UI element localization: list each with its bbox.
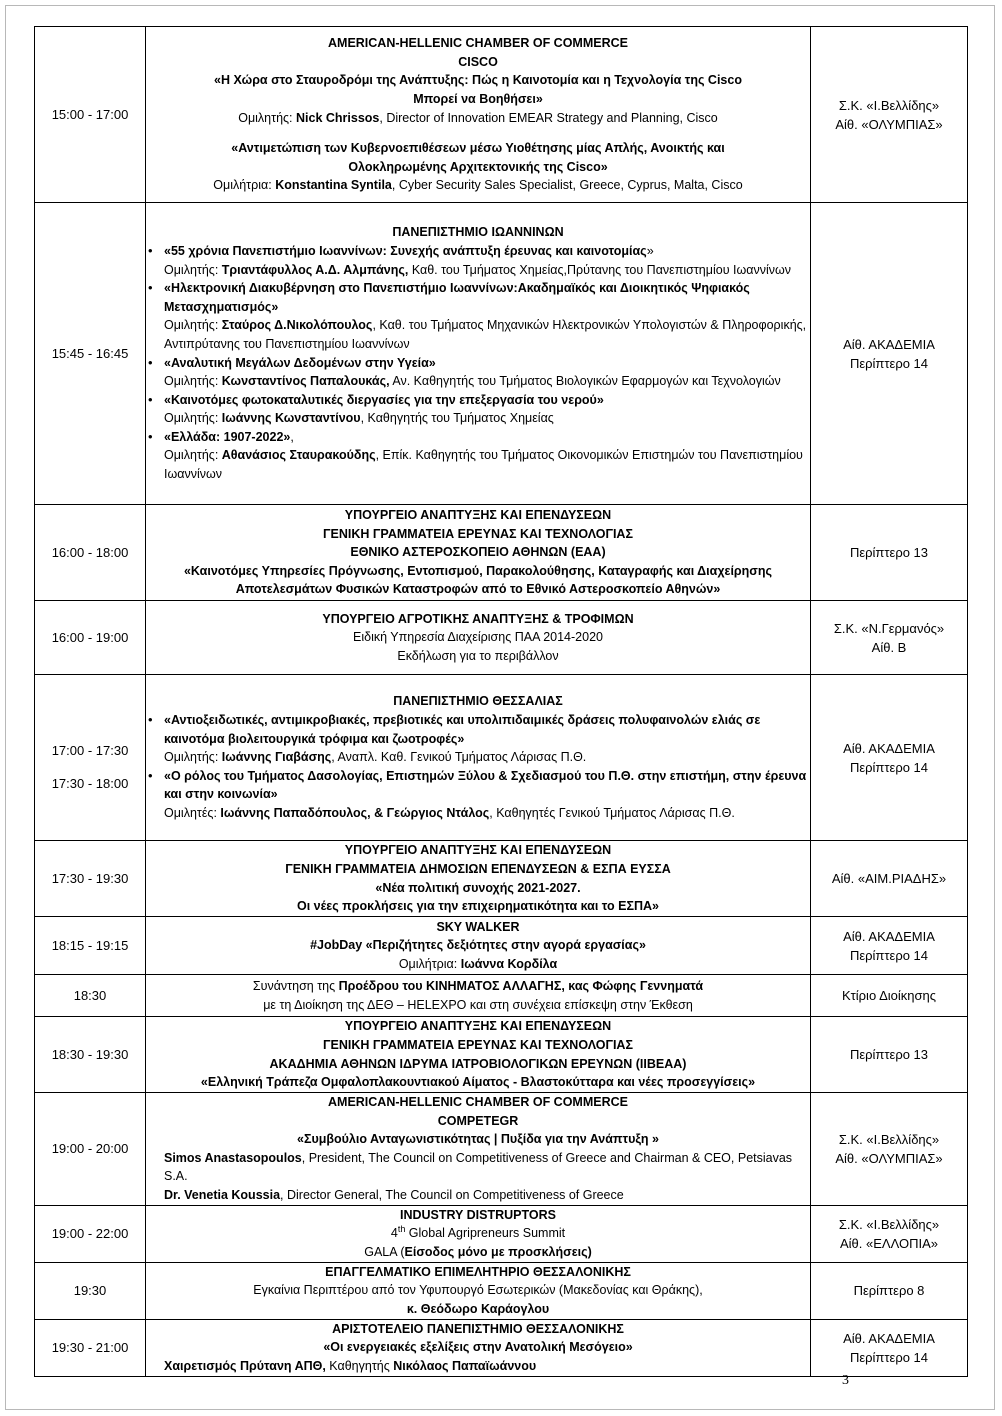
list-item: • «55 χρόνια Πανεπιστήμιο Ιωαννίνων: Συνεχής ανάπτυξη έρευνας και καινοτομίας» Ομιλητής: Τριαντάφυλλος Α.Δ. Αλμπάνης, Καθ. του Τμήματος Χημείας,Πρύτανης του Πανεπιστημίου Ιωαννίνων [160, 242, 810, 279]
time-cell: 19:30 [35, 1262, 146, 1319]
event-cell [146, 601, 811, 675]
speaker: Ομιλήτρια: Konstantina Syntila, Cyber Security Sales Specialist, Greece, Cyprus, Malta, Cisco [213, 178, 743, 193]
venue-cell: Κτίριο Διοίκησης [811, 975, 968, 1017]
venue-cell: Σ.Κ. «Ι.Βελλίδης» Αίθ. «ΟΛΥΜΠΙΑΣ» [811, 27, 968, 203]
event-line: Εγκαίνια Περιπτέρου από τον Υφυπουργό Εσωτερικών (Μακεδονίας και Θράκης), [253, 1283, 703, 1298]
event-line: Εκδήλωση για το περιβάλλον [397, 648, 559, 663]
event-cell [146, 27, 811, 203]
page-number: 3 [842, 1373, 849, 1388]
event-cell [146, 1262, 811, 1319]
organizer: CISCO [458, 54, 498, 69]
time-cell: 16:00 - 19:00 [35, 601, 146, 675]
list-item: • «Ελλάδα: 1907-2022», Ομιλητής: Αθανάσιος Σταυρακούδης, Επίκ. Καθηγητής του Τμήματος Οικονομικών Επιστημών του Πανεπιστημίου Ιωαννίνων [160, 428, 810, 484]
table-row [35, 675, 968, 841]
table-row [35, 27, 968, 203]
organizer: ΑΚΑΔΗΜΙΑ ΑΘΗΝΩΝ ΙΔΡΥΜΑ ΙΑΤΡΟΒΙΟΛΟΓΙΚΩΝ ΕΡΕΥΝΩΝ (ΙΙΒΕΑΑ) [269, 1056, 687, 1071]
event-title: «Η Χώρα στο Σταυροδρόμι της Ανάπτυξης: Πώς η Καινοτομία και η Τεχνολογία της Cisco Μπορεί να Βοηθήσει» [214, 73, 742, 106]
table-row [35, 601, 968, 675]
event-cell [146, 975, 811, 1017]
event-cell [146, 1093, 811, 1206]
time-cell: 16:00 - 18:00 [35, 505, 146, 601]
venue-cell: Αίθ. «ΑΙΜ.ΡΙΑΔΗΣ» [811, 841, 968, 917]
time-cell: 15:45 - 16:45 [35, 203, 146, 505]
event-cell [146, 841, 811, 917]
table-row [35, 1205, 968, 1262]
list-item: • «Αναλυτική Μεγάλων Δεδομένων στην Υγεία» Ομιλητής: Κωνσταντίνος Παπαλουκάς, Αν. Καθηγητής του Τμήματος Βιολογικών Εφαρμογών και Τεχνολογιών [160, 354, 810, 391]
schedule-table [34, 26, 968, 1377]
venue-cell: Αίθ. ΑΚΑΔΕΜΙΑ Περίπτερο 14 [811, 203, 968, 505]
talk-list [146, 711, 810, 823]
venue-cell: Σ.Κ. «Ι.Βελλίδης» Αίθ. «ΟΛΥΜΠΙΑΣ» [811, 1093, 968, 1206]
organizer: ΠΑΝΕΠΙΣΤΗΜΙΟ ΘΕΣΣΑΛΙΑΣ [393, 694, 563, 709]
venue-cell: Περίπτερο 13 [811, 1017, 968, 1093]
time-cell: 18:30 - 19:30 [35, 1017, 146, 1093]
organizer: INDUSTRY DISTRUPTORS [399, 1207, 557, 1222]
event-line: GALA (Είσοδος μόνο με προσκλήσεις) [364, 1244, 592, 1259]
event-line: Ειδική Υπηρεσία Διαχείρισης ΠΑΑ 2014-2020 [353, 630, 603, 645]
organizer: ΓΕΝΙΚΗ ΓΡΑΜΜΑΤΕΙΑ ΕΡΕΥΝΑΣ ΚΑΙ ΤΕΧΝΟΛΟΓΙΑΣ [323, 1037, 633, 1052]
event-cell [146, 1205, 811, 1262]
table-row [35, 975, 968, 1017]
speaker: Ομιλητής: Nick Chrissos, Director of Innovation EMEAR Strategy and Planning, Cisco [238, 110, 718, 125]
venue-cell: Σ.Κ. «Ι.Βελλίδης» Αίθ. «ΕΛΛΟΠΙΑ» [811, 1205, 968, 1262]
table-row [35, 917, 968, 975]
venue-cell: Αίθ. ΑΚΑΔΕΜΙΑ Περίπτερο 14 [811, 1319, 968, 1376]
organizer: COMPETEGR [437, 1113, 519, 1128]
event-line: Συνάντηση της Προέδρου του ΚΙΝΗΜΑΤΟΣ ΑΛΛΑΓΗΣ, κας Φώφης Γεννηματά [252, 978, 704, 993]
organizer: ΥΠΟΥΡΓΕΙΟ ΑΝΑΠΤΥΞΗΣ ΚΑΙ ΕΠΕΝΔΥΣΕΩΝ [344, 508, 612, 523]
event-title: «Αντιμετώπιση των Κυβερνοεπιθέσεων μέσω Υιοθέτησης μίας Απλής, Ανοικτής και Ολοκληρωμένης Αρχιτεκτονικής της Cisco» [231, 141, 725, 174]
time-cell: 19:00 - 20:00 [35, 1093, 146, 1206]
event-title: «Ελληνική Τράπεζα Ομφαλοπλακουντιακού Αίματος - Βλαστοκύτταρα και νέες προσεγγίσεις» [200, 1075, 756, 1090]
time-cell: 19:00 - 22:00 [35, 1205, 146, 1262]
event-cell [146, 505, 811, 601]
table-row [35, 841, 968, 917]
venue-cell: Περίπτερο 8 [811, 1262, 968, 1319]
organizer: ΕΘΝΙΚΟ ΑΣΤΕΡΟΣΚΟΠΕΙΟ ΑΘΗΝΩΝ (ΕΑΑ) [350, 545, 606, 560]
speaker: Χαιρετισμός Πρύτανη ΑΠΘ, Καθηγητής Νικόλαος Παπαϊωάννου [164, 1358, 537, 1373]
time-cell: 18:15 - 19:15 [35, 917, 146, 975]
venue-cell: Σ.Κ. «Ν.Γερμανός» Αίθ. Β [811, 601, 968, 675]
organizer: ΕΠΑΓΓΕΛΜΑΤΙΚΟ ΕΠΙΜΕΛΗΤΗΡΙΟ ΘΕΣΣΑΛΟΝΙΚΗΣ [325, 1264, 631, 1279]
event-title: «Οι ενεργειακές εξελίξεις στην Ανατολική Μεσόγειο» [323, 1340, 633, 1355]
table-row [35, 203, 968, 505]
organizer: ΑΡΙΣΤΟΤΕΛΕΙΟ ΠΑΝΕΠΙΣΤΗΜΙΟ ΘΕΣΣΑΛΟΝΙΚΗΣ [332, 1321, 624, 1336]
event-title: «Νέα πολιτική συνοχής 2021-2027. Οι νέες προκλήσεις για την επιχειρηματικότητα και το ΕΣΠΑ» [297, 880, 659, 914]
speaker: Ομιλήτρια: Ιωάννα Κορδίλα [398, 956, 558, 971]
table-row [35, 1093, 968, 1206]
event-title: «Συμβούλιο Ανταγωνιστικότητας | Πυξίδα για την Ανάπτυξη » [297, 1132, 659, 1147]
table-row [35, 1017, 968, 1093]
event-cell [146, 203, 811, 505]
venue-cell: Αίθ. ΑΚΑΔΕΜΙΑ Περίπτερο 14 [811, 675, 968, 841]
event-title: «Καινοτόμες Υπηρεσίες Πρόγνωσης, Εντοπισμού, Παρακολούθησης, Καταγραφής και Διαχείρησης Αποτελεσμάτων Φυσικών Καταστροφών από το Εθνικό Αστεροσκοπείο Αθηνών» [183, 563, 772, 597]
event-cell [146, 675, 811, 841]
list-item: • «Ηλεκτρονική Διακυβέρνηση στο Πανεπιστήμιο Ιωαννίνων:Ακαδημαϊκός και Διοικητικός Ψηφιακός Μετασχηματισμός» Ομιλητής: Σταύρος Δ.Νικολόπουλος, Καθ. του Τμήματος Μηχανικών Ηλεκτρονικών Υπολογιστών & Πληροφορικής, Αντιπρύτανης του Πανεπιστημίου Ιωαννίνων [160, 279, 810, 353]
event-line: με τη Διοίκηση της ΔΕΘ – HELEXPO και στη συνέχεια επίσκεψη στην Έκθεση [263, 997, 693, 1012]
table-row [35, 505, 968, 601]
table-row [35, 1262, 968, 1319]
list-item: • «Αντιοξειδωτικές, αντιμικροβιακές, πρεβιοτικές και υπολιπιδαιμικές δράσεις πολυφαινολών ελιάς σε καινοτόμα βιολειτουργικά τρόφιμα και ζωοτροφές» Ομιλητής: Ιωάννης Γιαβάσης, Αναπλ. Καθ. Γενικού Τμήματος Λάρισας Π.Θ. [160, 711, 810, 767]
organizer: ΠΑΝΕΠΙΣΤΗΜΙΟ ΙΩΑΝΝΙΝΩΝ [392, 225, 564, 240]
event-cell [146, 1319, 811, 1376]
list-item: • «Ο ρόλος του Τμήματος Δασολογίας, Επιστημών Ξύλου & Σχεδιασμού του Π.Θ. στην επιστήμη, στην έρευνα και στην κοινωνία» Ομιλητές: Ιωάννης Παπαδόπουλος, & Γεώργιος Ντάλος, Καθηγητές Γενικού Τμήματος Λάρισας Π.Θ. [160, 767, 810, 823]
time-cell: 17:30 - 19:30 [35, 841, 146, 917]
event-title: #JobDay «Περιζήτητες δεξιότητες στην αγορά εργασίας» [310, 938, 646, 953]
time-cell: 19:30 - 21:00 [35, 1319, 146, 1376]
organizer: AMERICAN-HELLENIC CHAMBER OF COMMERCE [328, 36, 628, 51]
time-cell: 18:30 [35, 975, 146, 1017]
speaker: Simos Anastasopoulos, President, The Council on Competitiveness of Greece and Chairman & CEO, Petsiavas S.A. [164, 1150, 793, 1184]
event-line: κ. Θεόδωρο Καράογλου [406, 1301, 550, 1316]
venue-cell: Αίθ. ΑΚΑΔΕΜΙΑ Περίπτερο 14 [811, 917, 968, 975]
organizer: ΓΕΝΙΚΗ ΓΡΑΜΜΑΤΕΙΑ ΕΡΕΥΝΑΣ ΚΑΙ ΤΕΧΝΟΛΟΓΙΑΣ [323, 526, 633, 541]
time-cell: 17:00 - 17:30 17:30 - 18:00 [35, 675, 146, 841]
speaker: Dr. Venetia Koussia, Director General, The Council on Competitiveness of Greece [164, 1187, 624, 1202]
organizer: AMERICAN-HELLENIC CHAMBER OF COMMERCE [328, 1095, 628, 1109]
organizer: ΥΠΟΥΡΓΕΙΟ ΑΓΡΟΤΙΚΗΣ ΑΝΑΠΤΥΞΗΣ & ΤΡΟΦΙΜΩΝ [322, 611, 634, 626]
event-line: 4th Global Agripreneurs Summit [390, 1224, 566, 1241]
organizer: ΥΠΟΥΡΓΕΙΟ ΑΝΑΠΤΥΞΗΣ ΚΑΙ ΕΠΕΝΔΥΣΕΩΝ [344, 1019, 612, 1034]
organizer: SKY WALKER [436, 919, 520, 934]
venue-cell: Περίπτερο 13 [811, 505, 968, 601]
event-cell [146, 917, 811, 975]
organizer: ΓΕΝΙΚΗ ΓΡΑΜΜΑΤΕΙΑ ΔΗΜΟΣΙΩΝ ΕΠΕΝΔΥΣΕΩΝ & ΕΣΠΑ ΕΥΣΣΑ [285, 861, 671, 876]
talk-list [146, 242, 810, 484]
organizer: ΥΠΟΥΡΓΕΙΟ ΑΝΑΠΤΥΞΗΣ ΚΑΙ ΕΠΕΝΔΥΣΕΩΝ [344, 843, 612, 858]
event-cell [146, 1017, 811, 1093]
list-item: • «Καινοτόμες φωτοκαταλυτικές διεργασίες για την επεξεργασία του νερού» Ομιλητής: Ιωάννης Κωνσταντίνου, Καθηγητής του Τμήματος Χημείας [160, 391, 810, 428]
time-cell: 15:00 - 17:00 [35, 27, 146, 203]
table-row [35, 1319, 968, 1376]
